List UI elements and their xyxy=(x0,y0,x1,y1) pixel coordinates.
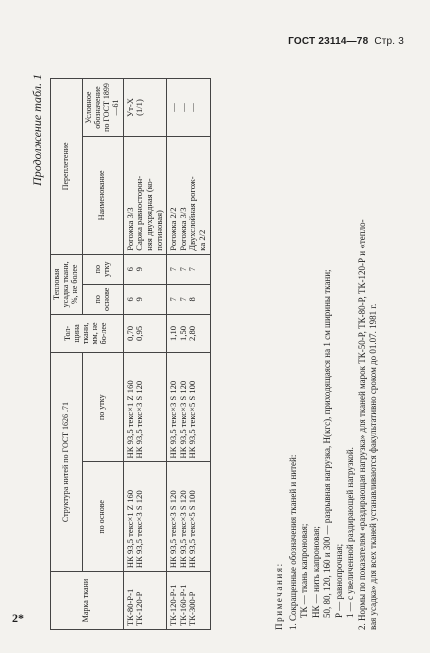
shrink-warp-cell: 6 9 xyxy=(123,284,167,314)
note-line: 1 — с увеличенной раздирающей нагрузкой. xyxy=(345,447,356,618)
note-line: ТК — ткань капроновая; xyxy=(299,523,310,618)
note-line: 1. Сокращенные обозначения тканей и нитей: xyxy=(287,454,298,630)
table-row xyxy=(167,79,211,630)
fabric-spec-table xyxy=(50,78,211,630)
col-shrink-warp-header: по основе xyxy=(82,284,123,314)
page-number: 2* xyxy=(12,611,24,625)
col-structure-header: Структура нитей по ГОСТ 1626 .71 xyxy=(51,352,83,571)
thickness-cell: 0,70 0,95 xyxy=(123,314,167,352)
header-row-sub xyxy=(82,79,123,630)
note-line: НК — нить капроновая; xyxy=(310,526,321,618)
mark-cell: ТК-80-Р-1 ТК-120-Р xyxy=(123,572,167,630)
col-shrink-weft-header: по утку xyxy=(82,254,123,284)
shrink-weft-cell: 7 7 7 xyxy=(167,254,211,284)
page-header xyxy=(288,36,404,47)
header-row-top xyxy=(51,79,83,630)
table-row xyxy=(123,79,167,630)
page-label: Стр. 3 xyxy=(374,36,404,47)
table-continuation-label: Продолжение табл. 1 xyxy=(30,74,44,186)
col-weave-header: Переплетение xyxy=(51,79,83,255)
notes-title: Примечания: xyxy=(274,562,284,630)
rotated-content xyxy=(24,70,394,630)
weave-name-cell: Рогожка 2/2 Рогожка 3/3 Двухслойная рогож- ка 2/2 xyxy=(167,137,211,255)
weft-cell: НК 93,5 текс×1 Z 160 НК 93,5 текс×3 S 120 xyxy=(123,352,167,462)
col-warp-header: по основе xyxy=(82,462,123,572)
note-line: 2. Нормы по показателям «раздирающая нагрузка» для тканей марок ТК-50-Р, ТК-80-Р, ТК-120-Р и «тепло- xyxy=(356,219,367,630)
standard-code: ГОСТ 23114—78 xyxy=(288,36,369,47)
col-shrink-header: Тепловая усадка ткани, %, не более xyxy=(51,254,83,314)
col-weft-header: по утку xyxy=(82,352,123,462)
mark-cell: ТК-120-Р-1 ТК-160-Р-1 ТК-300-Р xyxy=(167,572,211,630)
thickness-cell: 1,10 1,50 2,80 xyxy=(167,314,211,352)
note-line: Р — равнопрочная; xyxy=(333,543,344,618)
weft-cell: НК 93,5 текс×3 S 120 НК 93,5 текс×3 S 120 НК 93,5 текс×5 S 100 xyxy=(167,352,211,462)
col-thickness-header: Тол-щина ткани, мм, не бо-лее xyxy=(51,314,124,352)
notes-block xyxy=(274,74,380,630)
col-weave-name-header: Наименование xyxy=(82,137,123,255)
col-mark-header: Марка ткани xyxy=(51,572,124,630)
weave-name-cell: Рогожка 3/3 Саржа равносторон- няя двухрядная (ко- потиновая) xyxy=(123,137,167,255)
note-line: вая усадка» для всех тканей устанавливаются факультативно сроком до 01.07. 1981 г. xyxy=(368,303,379,630)
col-weave-code-header: Условное обозначение по ГОСТ 1899—61 xyxy=(82,79,123,137)
weave-code-cell: — — — xyxy=(167,79,211,137)
weave-code-cell: Ут-Х (1/1) xyxy=(123,79,167,137)
shrink-weft-cell: 6 9 xyxy=(123,254,167,284)
warp-cell: НК 93,5 текс×3 S 120 НК 93,5 текс×3 S 120 НК 93,5 текс×5 S 100 xyxy=(167,462,211,572)
shrink-warp-cell: 7 7 8 xyxy=(167,284,211,314)
warp-cell: НК 93,5 текс×1 Z 160 НК 93,5 текс×3 S 120 xyxy=(123,462,167,572)
note-line: 50, 80, 120, 160 и 300 — разрывная нагрузка, Н(кгс), приходящаяся на 1 см ширины ткани; xyxy=(322,269,333,618)
